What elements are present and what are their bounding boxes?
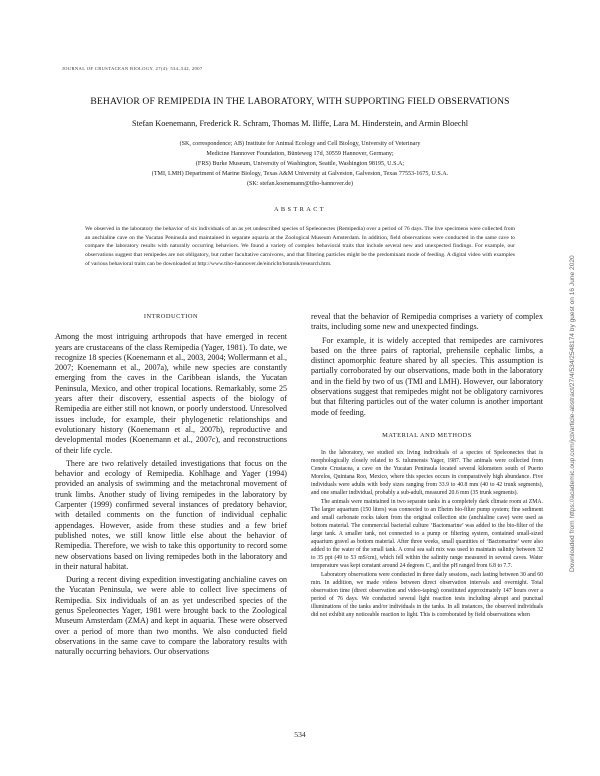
body-paragraph: Among the most intriguing arthropods that have emerged in recent years are crustaceans of the class Remipedia (Yager, 1981). To date, we recognize 18 species (Koenemann et al., 2003, 2004; Wollermann et al., 2007; Koenemann et al., 2007a), while new species are constantly emerging from the caves in the Caribbean islands, the Yucatan Peninsula, Mexico, and other tropical locations. Remarkably, some 25 years after their discovery, essential aspects of the biology of Remipedia are either still not known, or poorly understood. Unresolved issues include, for example, their phylogenetic relationships and evolutionary history (Koenemann et al., 2007b), reproductive and developmental modes (Koenemann et al., 2007c), and reconstructions of their life cycle.: [55, 332, 287, 455]
affiliation-line: (SK, correspondence; AB) Institute for Animal Ecology and Cell Biology, University of Veterinary: [179, 141, 421, 147]
journal-header: JOURNAL OF CRUSTACEAN BIOLOGY, 27(4): 534–542, 2007: [62, 66, 203, 71]
affiliation-line: (TMI, LMH) Department of Marine Biology, Texas A&M University at Galveston, Galveston, Texas 77553-1675, U.S.A.: [151, 170, 449, 177]
methods-paragraph: In the laboratory, we studied six living individuals of a species of Speleonectes that is morphologically closely related to S. tulumensis Yager, 1987. The animals were collected from Cenote Crustacea, a cave on the Yucatan Peninsula located several kilometers south of Puerto Morelos, Quintana Roo, Mexico, where this species occurs in comparatively high abundance. Five individuals were adults with body sizes ranging from 33.9 to 40.8 mm (40 to 42 trunk segments), and one smaller individual, probably a sub-adult, measured 20.6 mm (35 trunk segments).: [311, 450, 543, 497]
body-paragraph: reveal that the behavior of Remipedia comprises a variety of complex traits, including some new and unexpected findings.: [311, 312, 543, 332]
left-column: [55, 312, 287, 658]
methods-paragraph: The animals were maintained in two separate tanks in a completely dark climate room at ZMA. The larger aquarium (150 liters) was connected to an Eheim bio-filter pump system; fine sediment and small carbonate rocks taken from the original collection site (anchialine cave) were used as bottom material. The commercial bacterial culture ‘Bactomarine’ was added to the bio-filter of the large tank. A smaller tank, not connected to a pump or filtering system, contained small-sized aquarium gravel as bottom material. After three weeks, small quantities of ‘Bactomarine’ were also added to the water of the small tank. A coral sea salt mix was used to maintain salinity between 32 to 35 ppt (49 to 53 mS/cm), which fell within the salinity range measured in several caves. Water temperature was kept constant around 24 degrees C, and the pH ranged from 6.8 to 7.7.: [311, 499, 543, 570]
right-column: [311, 312, 543, 619]
body-paragraph: There are two relatively detailed investigations that focus on the behavior and ecology of Remipedia. Kohlhage and Yager (1994) provided an analysis of swimming and the metachronal movement of trunk limbs. Another study of living remipedes in the laboratory by Carpenter (1999) confirmed several instances of predatory behavior, with detailed comments on the function of individual cephalic appendages. However, aside from these studies and a few brief published notes, we still know little else about the behavior of Remipedia. Therefore, we wish to take this opportunity to record some new observations based on living remipedes both in the laboratory and in their natural habitat.: [55, 458, 287, 571]
abstract-heading: ABSTRACT: [273, 206, 327, 213]
affiliation-line: Medicine Hannover Foundation, Bünteweg 17d, 30559 Hannover, Germany;: [206, 150, 394, 157]
methods-heading: MATERIAL AND METHODS: [382, 431, 472, 439]
body-paragraph: For example, it is widely accepted that remipedes are carnivores based on the three pairs of raptorial, prehensile cephalic limbs, a distinct apomorphic feature shared by all species. This assumption is partially corroborated by our observations, made both in the laboratory and in the field by two of us (TMI and LMH). However, our laboratory observations suggest that remipedes might not be obligatory carnivores but that filtering particles out of the water column is another important mode of feeding.: [311, 335, 543, 417]
affiliation-line: (SK: stefan.koenemann@tiho-hannover.de): [247, 180, 353, 187]
download-watermark: Downloaded from https://academic.oup.com/jcb/article-abstract/27/4/534/2548174 by guest on 16 June 2020: [569, 255, 576, 572]
article-title: BEHAVIOR OF REMIPEDIA IN THE LABORATORY, WITH SUPPORTING FIELD OBSERVATIONS: [90, 96, 510, 107]
page-number: 534: [294, 730, 306, 739]
author-list: Stefan Koenemann, Frederick R. Schram, Thomas M. Iliffe, Lara M. Hinderstein, and Armin Bloechl: [131, 119, 469, 128]
introduction-heading: INTRODUCTION: [143, 313, 199, 320]
abstract-text: We observed in the laboratory the behavior of six individuals of an as yet undescribed species of Speleonectes (Remipedia) over a period of 76 days. The live specimens were collected from an anchialine cave on the Yucatan Peninsula and maintained in separate aquaria at the Zoological Museum Amsterdam. In addition, field observations were conducted in the same cave to compare the laboratory results with naturally occurring behaviors. We found a variety of complex behavioral traits that include several new and unexpected findings. For example, our observations suggest that remipedes are not obligatory, but rather facultative carnivores, and that filtering particles might be the predominant mode of feeding. A digital video with examples of various behavioral traits can be downloaded at http://www.tiho-hannover.de/einricht/botanik/research.htm.: [85, 225, 515, 268]
methods-paragraph: Laboratory observations were conducted in three daily sessions, each lasting between 30 and 60 min. In addition, we made videos between direct observation intervals and overnight. Total observation time (direct observation and video-taping) constituted approximately 147 hours over a period of 76 days. We conducted several light reaction tests including abrupt and punctual illuminations of the tanks and/or individuals in the tanks. In all instances, the observed individuals did not exhibit any noticeable reaction to light. This is corroborated by field observations when: [311, 572, 543, 619]
affiliation-line: (FRS) Burke Museum, University of Washington, Seattle, Washington 98195, U.S.A;: [195, 160, 405, 167]
body-paragraph: During a recent diving expedition investigating anchialine caves on the Yucatan Peninsula, we were able to collect live specimens of Remipedia. Six individuals of an as yet undescribed species of the genus Speleonectes Yager, 1981 were brought back to the Zoological Museum Amsterdam (ZMA) and kept in aquaria. These were observed over a period of more than two months. We also conducted field observations in the same cave to compare the laboratory results with naturally occurring behaviors. Our observations: [55, 575, 287, 657]
affiliations: [80, 140, 520, 190]
